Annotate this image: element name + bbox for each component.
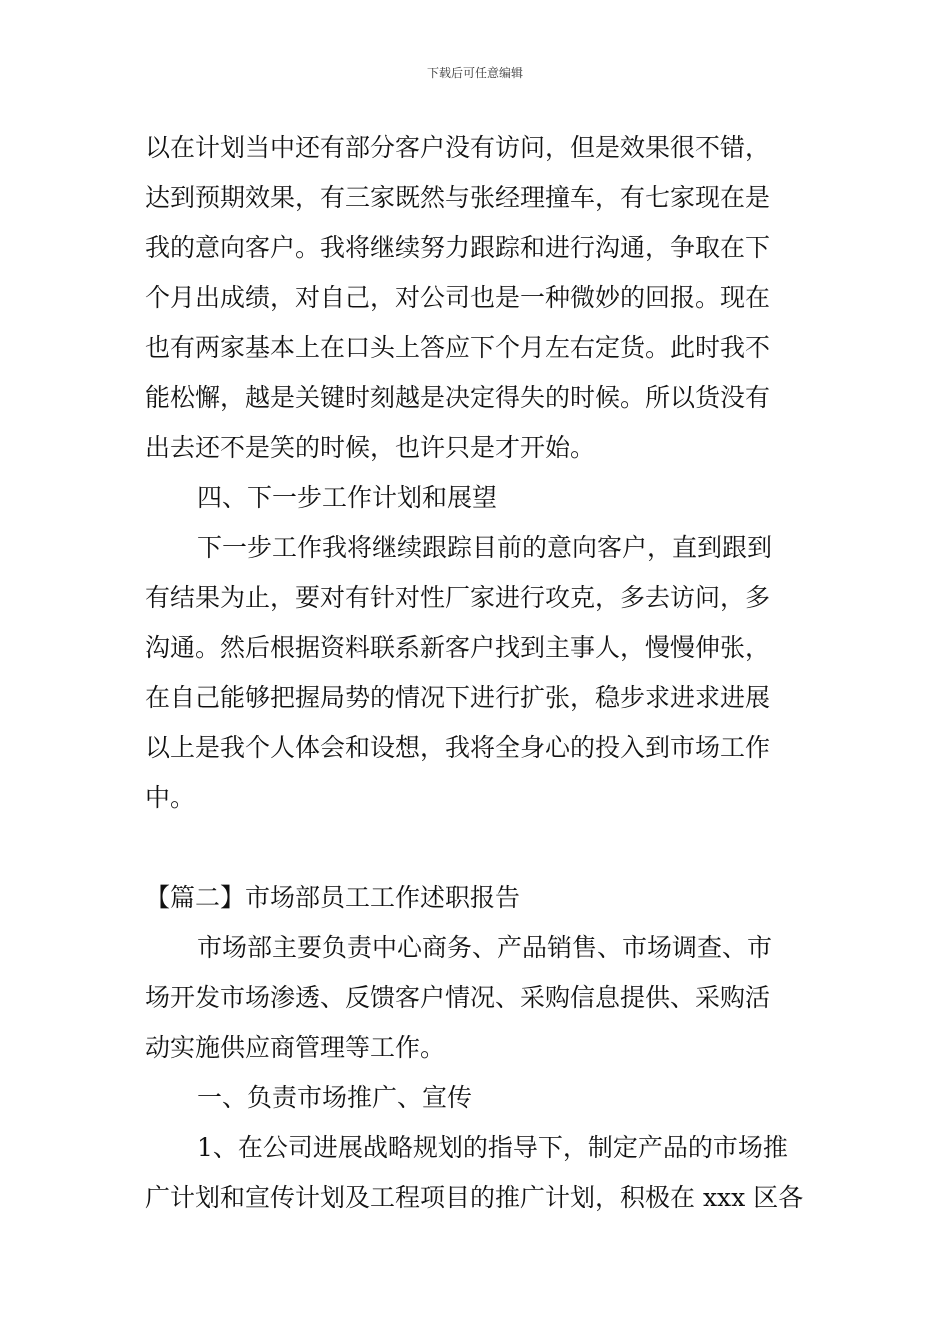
text-line: 以在计划当中还有部分客户没有访问，但是效果很不错， — [145, 133, 771, 162]
paragraph-next-steps — [145, 523, 807, 823]
text-line: 动实施供应商管理等工作。 — [145, 1033, 446, 1062]
text-line: 场开发市场渗透、反馈客户情况、采购信息提供、采购活 — [145, 983, 771, 1012]
text-line: 我的意向客户。我将继续努力跟踪和进行沟通，争取在下 — [145, 233, 771, 262]
text-line: 以上是我个人体会和设想，我将全身心的投入到市场工作 — [145, 733, 771, 762]
paragraph-item-one — [145, 1123, 807, 1223]
blank-line — [145, 823, 807, 873]
text-line: 在自己能够把握局势的情况下进行扩张，稳步求进求进展 — [145, 683, 771, 712]
section-heading-one — [145, 1073, 807, 1123]
text-line: 下一步工作我将继续跟踪目前的意向客户，直到跟到 — [197, 533, 773, 562]
text-line: 出去还不是笑的时候，也许只是才开始。 — [145, 433, 596, 462]
text-line: 市场部主要负责中心商务、产品销售、市场调查、市 — [197, 933, 773, 962]
section-title-text: 【篇二】市场部员工工作述职报告 — [145, 883, 521, 912]
text-line: 有结果为止，要对有针对性厂家进行攻克，多去访问，多 — [145, 583, 771, 612]
paragraph-dept-intro — [145, 923, 807, 1073]
section-heading-four — [145, 473, 807, 523]
heading-text: 四、下一步工作计划和展望 — [197, 483, 498, 512]
text-line: 也有两家基本上在口头上答应下个月左右定货。此时我不 — [145, 333, 771, 362]
heading-text: 一、负责市场推广、宣传 — [197, 1083, 473, 1112]
text-line: 能松懈，越是关键时刻越是决定得失的时候。所以货没有 — [145, 383, 771, 412]
section-two-title — [145, 873, 807, 923]
text-line: 中。 — [145, 783, 196, 812]
paragraph-continuation — [145, 123, 807, 473]
text-line: 沟通。然后根据资料联系新客户找到主事人，慢慢伸张， — [145, 633, 771, 662]
text-line: 广计划和宣传计划及工程项目的推广计划，积极在 xxx 区各 — [145, 1183, 804, 1212]
text-line: 1、在公司进展战略规划的指导下，制定产品的市场推 — [197, 1133, 788, 1162]
text-line: 个月出成绩，对自己，对公司也是一种微妙的回报。现在 — [145, 283, 771, 312]
page-header: 下载后可任意编辑 — [426, 66, 523, 80]
document-body — [145, 123, 807, 1223]
text-line: 达到预期效果，有三家既然与张经理撞车，有七家现在是 — [145, 183, 771, 212]
